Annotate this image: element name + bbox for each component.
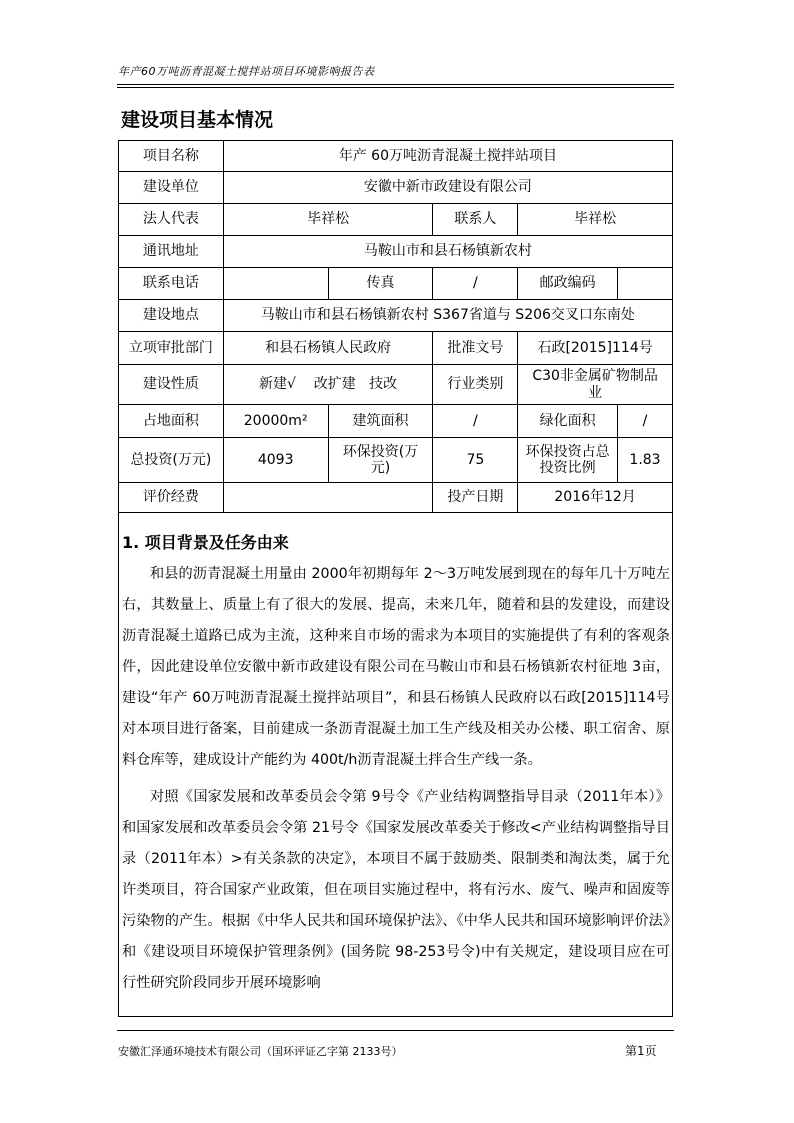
label-site: 建设地点: [119, 300, 224, 332]
page-number: 第1页: [625, 1044, 657, 1058]
label-total-invest: 总投资(万元): [119, 438, 224, 483]
value-project-name: 年产 60万吨沥青混凝土搅拌站项目: [223, 141, 672, 172]
label-env-invest: 环保投资(万元): [328, 438, 433, 483]
value-contact: 毕祥松: [518, 204, 673, 236]
value-approval-dept: 和县石杨镇人民政府: [223, 332, 433, 365]
label-eval-fee: 评价经费: [119, 483, 224, 513]
label-env-ratio: 环保投资占总投资比例: [518, 438, 618, 483]
label-phone: 联系电话: [119, 268, 224, 300]
value-postcode: [618, 268, 673, 300]
value-production-date: 2016年12月: [518, 483, 673, 513]
value-total-invest: 4093: [223, 438, 328, 483]
label-approval-no: 批准文号: [433, 332, 518, 365]
label-green-area: 绿化面积: [518, 405, 618, 438]
value-legal-rep: 毕祥松: [223, 204, 433, 236]
value-env-ratio: 1.83: [618, 438, 673, 483]
label-project-name: 项目名称: [119, 141, 224, 172]
value-area: 20000m²: [223, 405, 328, 438]
label-builder: 建设单位: [119, 172, 224, 204]
value-builder: 安徽中新市政建设有限公司: [223, 172, 672, 204]
footer-company: 安徽汇泽通环境技术有限公司（国环评证乙字第 2133号）: [118, 1045, 403, 1058]
value-nature: 新建√ 改扩建 技改: [223, 365, 433, 405]
project-info-table: [118, 140, 673, 513]
label-fax: 传真: [328, 268, 433, 300]
section-title: 建设项目基本情况: [121, 109, 274, 131]
footer-rule: [117, 1030, 674, 1031]
value-industry: C30非金属矿物制品业: [518, 365, 673, 405]
value-address: 马鞍山市和县石杨镇新农村: [223, 236, 672, 268]
body-section: [122, 530, 670, 999]
value-phone: [223, 268, 328, 300]
value-building-area: /: [433, 405, 518, 438]
value-green-area: /: [618, 405, 673, 438]
value-site: 马鞍山市和县石杨镇新农村 S367省道与 S206交叉口东南处: [223, 300, 672, 332]
label-contact: 联系人: [433, 204, 518, 236]
label-address: 通讯地址: [119, 236, 224, 268]
value-fax: /: [433, 268, 518, 300]
label-approval-dept: 立项审批部门: [119, 332, 224, 365]
paragraph-2: 对照《国家发展和改革委员会令第 9号令《产业结构调整指导目录（2011年本）》和国家发展和改革委员会令第 21号令《国家发展改革委关于修改<产业结构调整指导目录（2011年本）>有关条款的决定》，本项目不属于鼓励类、限制类和淘汰类，属于允许类项目，符合国家产业政策，但在项目实施过程中，将有污水、废气、噪声和固废等污染物的产生。根据《中华人民共和国环境保护法》、《中华人民共和国环境影响评价法》和《建设项目环境保护管理条例》(国务院 98-253号令)中有关规定，建设项目应在可行性研究阶段同步开展环境影响: [122, 789, 670, 991]
header-rule: [117, 84, 674, 85]
label-area: 占地面积: [119, 405, 224, 438]
running-header: 年产60万吨沥青混凝土搅拌站项目环境影响报告表: [118, 65, 375, 78]
label-production-date: 投产日期: [433, 483, 518, 513]
header-rule-double: [117, 87, 674, 88]
value-approval-no: 石政[2015]114号: [518, 332, 673, 365]
label-industry: 行业类别: [433, 365, 518, 405]
value-eval-fee: [223, 483, 433, 513]
paragraph-1: 和县的沥青混凝土用量由 2000年初期每年 2～3万吨发展到现在的每年几十万吨左右，其数量上、质量上有了很大的发展、提高，未来几年，随着和县的发建设，而建设沥青混凝土道路已成为主流，这种来自市场的需求为本项目的实施提供了有利的客观条件，因此建设单位安徽中新市政建设有限公司在马鞍山市和县石杨镇新农村征地 3亩，建设“年产 60万吨沥青混凝土搅拌站项目”，和县石杨镇人民政府以石政[2015]114号对本项目进行备案，目前建成一条沥青混凝土加工生产线及相关办公楼、职工宿舍、原料仓库等，建成设计产能约为 400t/h沥青混凝土拌合生产线一条。: [122, 566, 670, 768]
value-env-invest: 75: [433, 438, 518, 483]
label-building-area: 建筑面积: [328, 405, 433, 438]
label-nature: 建设性质: [119, 365, 224, 405]
label-legal-rep: 法人代表: [119, 204, 224, 236]
label-postcode: 邮政编码: [518, 268, 618, 300]
section-heading: 1. 项目背景及任务由来: [122, 533, 289, 552]
